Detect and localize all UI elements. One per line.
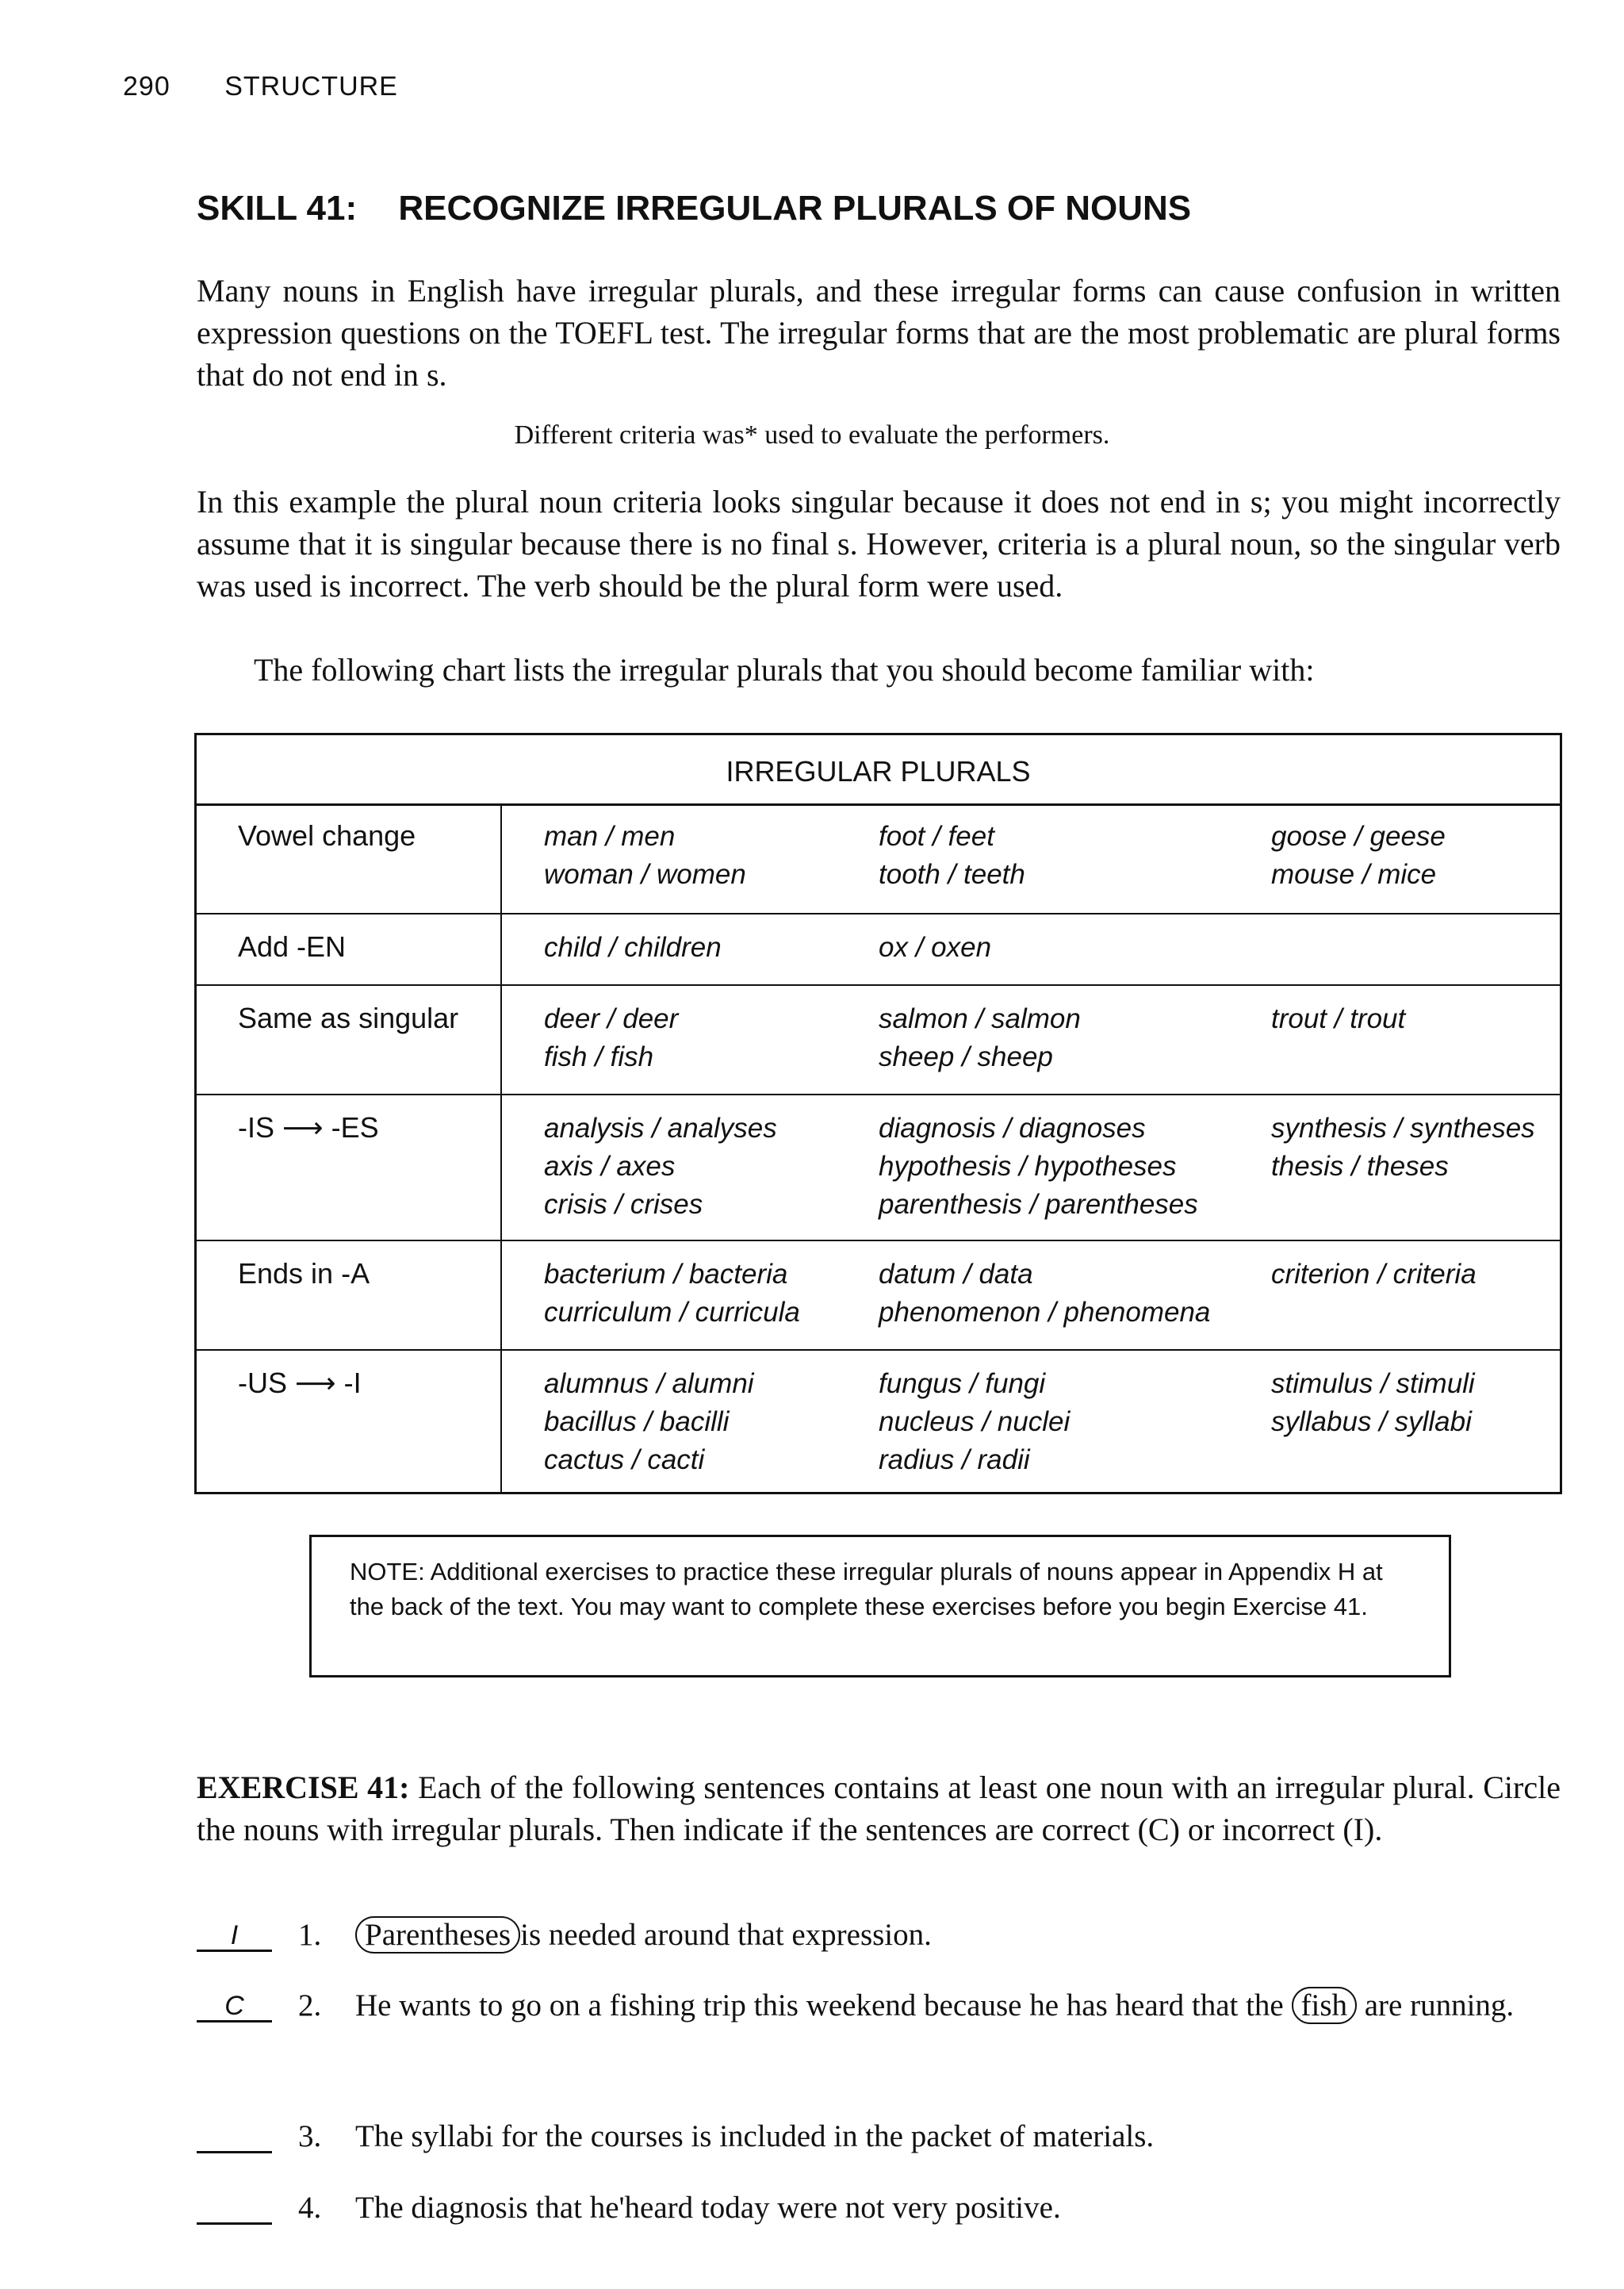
sentence-text: is needed around that expression. — [520, 1918, 932, 1952]
plural-pair: woman / women — [544, 859, 746, 890]
plural-cell — [1271, 1256, 1477, 1294]
page-number: 290 — [123, 71, 170, 102]
row-category: Vowel change — [197, 803, 502, 913]
plural-cell — [879, 1000, 1081, 1076]
plural-pair: goose / geese — [1271, 821, 1446, 852]
plural-cell — [544, 1000, 678, 1076]
answer-blank[interactable]: C — [197, 1985, 272, 2023]
plural-pair: alumnus / alumni — [544, 1368, 754, 1399]
chart-row — [197, 914, 1560, 986]
skill-title: RECOGNIZE IRREGULAR PLURALS OF NOUNS — [398, 189, 1192, 228]
plural-pair: crisis / crises — [544, 1189, 703, 1220]
chart-row — [197, 1351, 1560, 1492]
plural-cell — [544, 1256, 800, 1332]
plural-pair: radius / radii — [879, 1444, 1030, 1475]
row-category: -IS ⟶ -ES — [197, 1095, 502, 1240]
plural-cell — [544, 818, 746, 894]
plural-pair: criterion / criteria — [1271, 1259, 1477, 1290]
plural-pair: axis / axes — [544, 1151, 676, 1182]
answer-blank[interactable]: I — [197, 1915, 272, 1952]
plural-cell — [1271, 1110, 1535, 1186]
running-head — [123, 71, 398, 102]
plural-cell — [879, 929, 991, 967]
plural-pair: synthesis / syntheses — [1271, 1113, 1535, 1144]
answer-blank[interactable] — [197, 2116, 272, 2153]
plural-pair: nucleus / nuclei — [879, 1406, 1071, 1437]
plural-pair: cactus / cacti — [544, 1444, 705, 1475]
row-category: Same as singular — [197, 986, 502, 1094]
chart-intro: The following chart lists the irregular plurals that you should become familiar with: — [254, 652, 1315, 688]
skill-heading — [197, 189, 1191, 228]
plural-pair: child / children — [544, 932, 722, 963]
plural-pair: curriculum / curricula — [544, 1297, 800, 1328]
section-name: STRUCTURE — [224, 71, 398, 102]
plural-pair: parenthesis / parentheses — [879, 1189, 1198, 1220]
chart-row — [197, 1241, 1560, 1351]
explanation-paragraph: In this example the plural noun criteria looks singular because it does not end in s; you might incorrectly assume that it is singular because there is no final s. However, criteria is a plural noun, so the singular verb was used is incorrect. The verb should be the plural form were used. — [197, 484, 1561, 604]
item-number: 1. — [298, 1918, 322, 1952]
plural-pair: salmon / salmon — [879, 1003, 1081, 1034]
irregular-plurals-chart — [194, 733, 1562, 1494]
circled-noun: Parentheses — [355, 1916, 520, 1954]
plural-cell — [1271, 1365, 1475, 1441]
plural-cell — [879, 818, 1025, 894]
plural-pair: man / men — [544, 821, 676, 852]
plural-cell — [879, 1365, 1070, 1479]
plural-pair: sheep / sheep — [879, 1041, 1053, 1072]
chart-row — [197, 803, 1560, 914]
chart-row — [197, 1095, 1560, 1241]
plural-cell — [544, 929, 722, 967]
plural-pair: bacterium / bacteria — [544, 1259, 788, 1290]
item-number: 2. — [298, 1988, 322, 2023]
plural-pair: bacillus / bacilli — [544, 1406, 730, 1437]
exercise-instructions — [197, 1766, 1561, 1850]
plural-cell — [1271, 818, 1446, 894]
plural-pair: hypothesis / hypotheses — [879, 1151, 1177, 1182]
chart-row — [197, 986, 1560, 1095]
plural-pair: syllabus / syllabi — [1271, 1406, 1472, 1437]
plural-cell — [879, 1110, 1198, 1224]
exercise-item — [197, 2116, 1561, 2164]
plural-pair: phenomenon / phenomena — [879, 1297, 1211, 1328]
circled-noun: fish — [1292, 1987, 1358, 2024]
item-sentence: The syllabi for the courses is included in the packet of materials. — [355, 2119, 1155, 2153]
exercise-text: Each of the following sentences contains at least one noun with an irregular plural. Circle the nouns with irregular plurals. Then indicate if the sentences are correct (C) or incorrect (I). — [197, 1769, 1561, 1847]
row-category: -US ⟶ -I — [197, 1351, 502, 1492]
chart-title: IRREGULAR PLURALS — [197, 735, 1560, 806]
exercise-item — [197, 1915, 1561, 1962]
sentence-text: are running. — [1357, 1988, 1515, 2023]
plural-cell — [544, 1365, 754, 1479]
intro-paragraph: Many nouns in English have irregular plurals, and these irregular forms can cause confusion in written expression questions on the TOEFL test. The irregular forms that are the most problematic are plural forms that do not end in s. — [197, 273, 1561, 393]
exercise-item — [197, 1985, 1561, 2072]
item-number: 3. — [298, 2119, 322, 2153]
plural-pair: datum / data — [879, 1259, 1033, 1290]
plural-pair: diagnosis / diagnoses — [879, 1113, 1146, 1144]
item-sentence — [355, 1915, 1561, 1956]
example-sentence: Different criteria was* used to evaluate the performers. — [514, 420, 1110, 450]
plural-pair: thesis / theses — [1271, 1151, 1449, 1182]
item-sentence: The diagnosis that he'heard today were not very positive. — [355, 2191, 1061, 2225]
plural-pair: fungus / fungi — [879, 1368, 1046, 1399]
plural-pair: analysis / analyses — [544, 1113, 777, 1144]
note-box: NOTE: Additional exercises to practice these irregular plurals of nouns appear in Appendix H at the back of the text. You may want to complete these exercises before you begin Exercise 41. — [309, 1535, 1451, 1677]
row-category: Add -EN — [197, 914, 502, 984]
exercise-item — [197, 2187, 1561, 2235]
item-number: 4. — [298, 2191, 322, 2225]
plural-pair: tooth / teeth — [879, 859, 1025, 890]
skill-label: SKILL 41: — [197, 189, 358, 228]
answer-blank[interactable] — [197, 2187, 272, 2225]
plural-pair: deer / deer — [544, 1003, 679, 1034]
plural-cell — [1271, 1000, 1405, 1038]
plural-cell — [879, 1256, 1210, 1332]
plural-pair: foot / feet — [879, 821, 994, 852]
row-category: Ends in -A — [197, 1241, 502, 1349]
sentence-text: He wants to go on a fishing trip this weekend because he has heard that the — [355, 1988, 1292, 2023]
plural-pair: stimulus / stimuli — [1271, 1368, 1475, 1399]
plural-pair: mouse / mice — [1271, 859, 1437, 890]
plural-pair: ox / oxen — [879, 932, 992, 963]
item-sentence — [355, 1985, 1561, 2026]
plural-cell — [544, 1110, 777, 1224]
exercise-label: EXERCISE 41: — [197, 1769, 410, 1805]
plural-pair: trout / trout — [1271, 1003, 1406, 1034]
plural-pair: fish / fish — [544, 1041, 654, 1072]
